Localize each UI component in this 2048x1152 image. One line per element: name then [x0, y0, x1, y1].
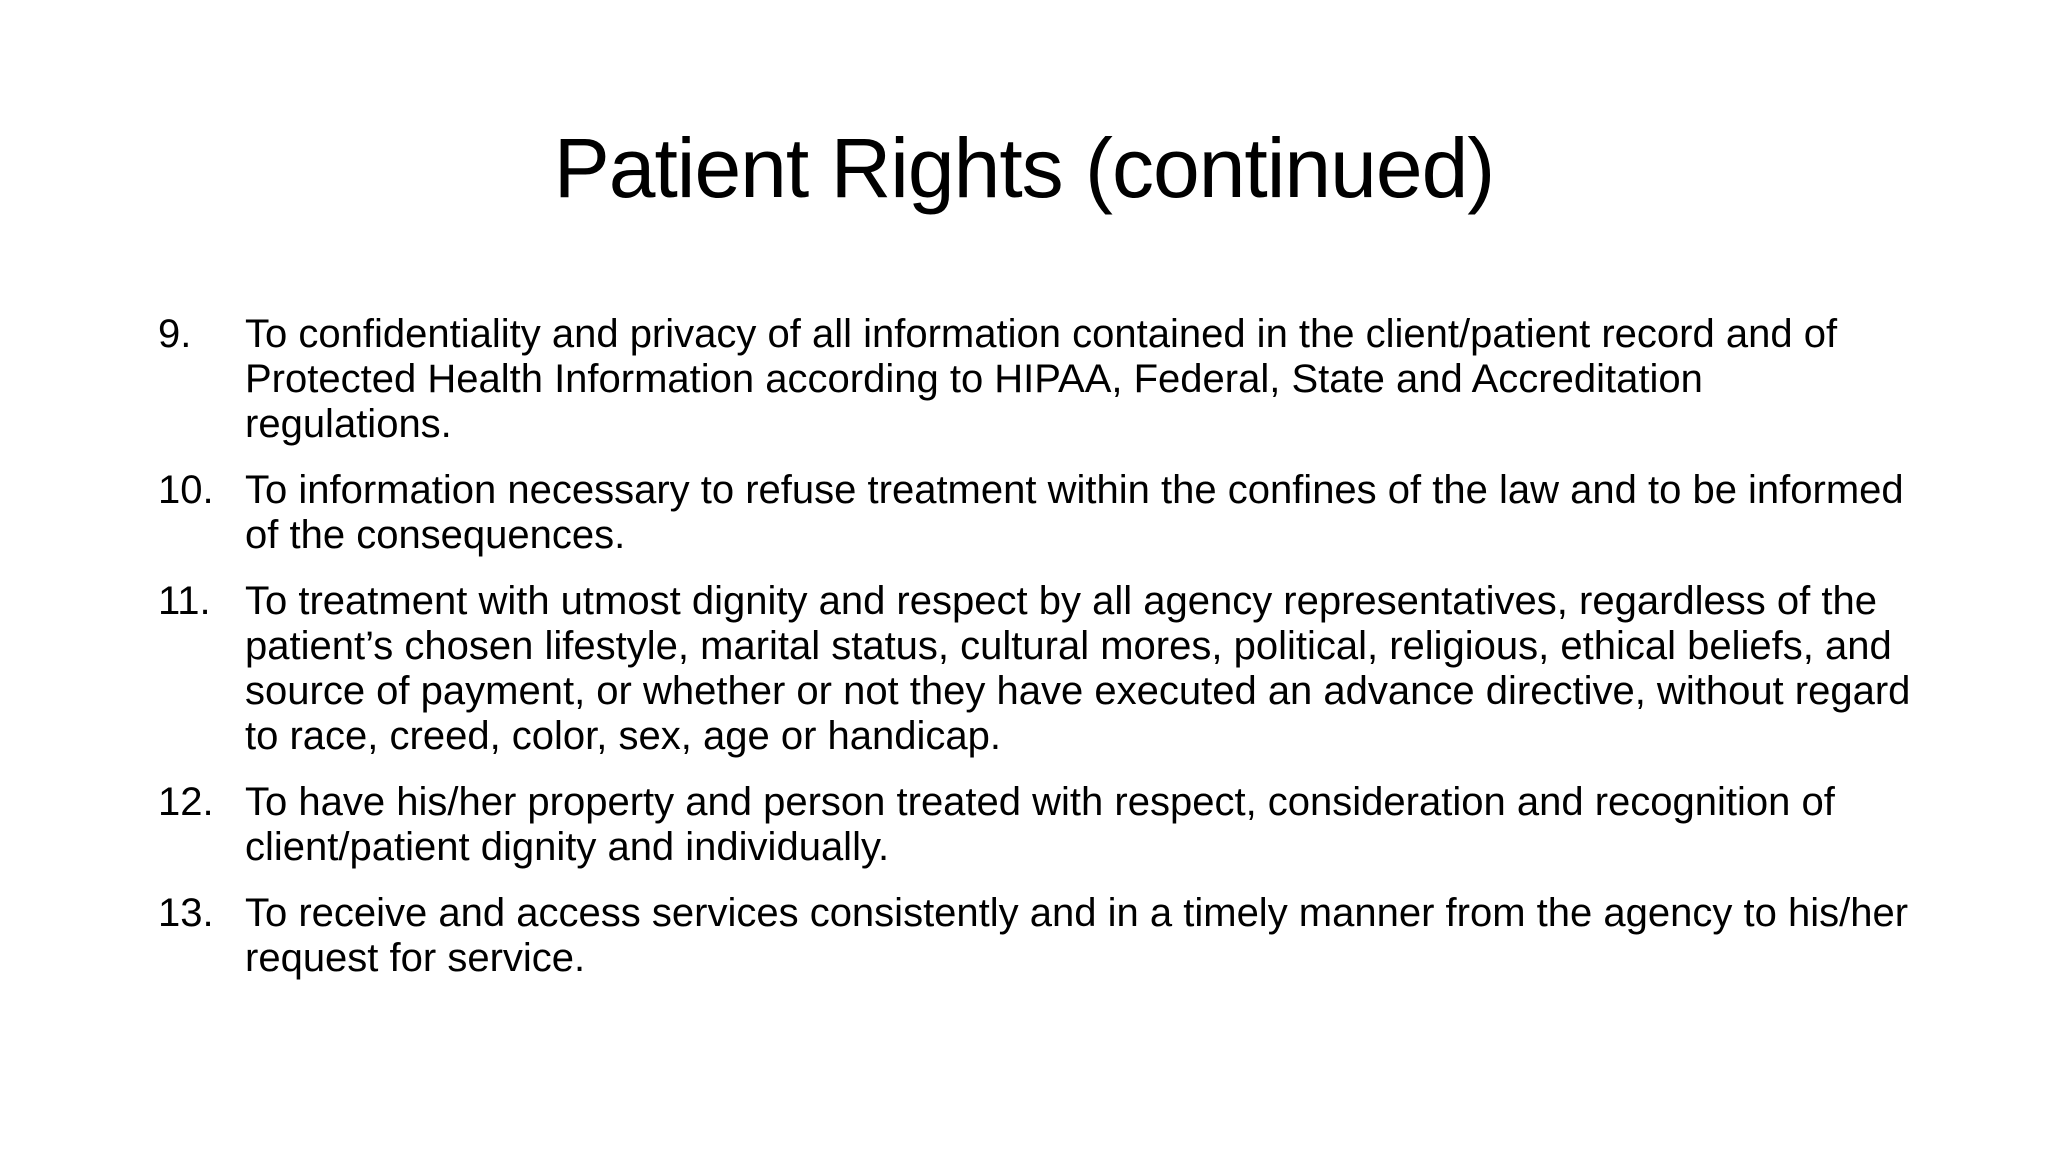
list-item-number: 10. — [158, 468, 214, 512]
list-item-number: 9. — [158, 312, 192, 356]
list-item-number: 12. — [158, 780, 214, 824]
list-item — [158, 891, 1918, 981]
list-item-number: 13. — [158, 891, 214, 935]
slide-title: Patient Rights (continued) — [553, 121, 1495, 215]
list-item — [158, 312, 1918, 447]
list-item-text: To treatment with utmost dignity and respect by all agency representatives, regardless of the patient’s chosen lifestyle, marital status, cultural mores, political, religious, ethical beliefs, and source of payment, or whether or not they have executed an advance directive, without regard to race, creed, color, sex, age or handicap. — [245, 579, 1911, 758]
list-item-text: To receive and access services consistently and in a timely manner from the agency to his/her request for service. — [245, 891, 1909, 980]
list-item-number: 11. — [158, 579, 211, 623]
list-item — [158, 468, 1918, 558]
list-item — [158, 579, 1918, 759]
list-item — [158, 780, 1918, 870]
list-item-text: To have his/her property and person treated with respect, consideration and recognition of client/patient dignity and individually. — [245, 780, 1835, 869]
list-item-text: To confidentiality and privacy of all information contained in the client/patient record and of Protected Health Information according to HIPAA, Federal, State and Accreditation regulations. — [245, 312, 1838, 446]
list-item-text: To information necessary to refuse treatment within the confines of the law and to be informed of the consequences. — [245, 468, 1904, 557]
rights-list — [158, 312, 1918, 1002]
